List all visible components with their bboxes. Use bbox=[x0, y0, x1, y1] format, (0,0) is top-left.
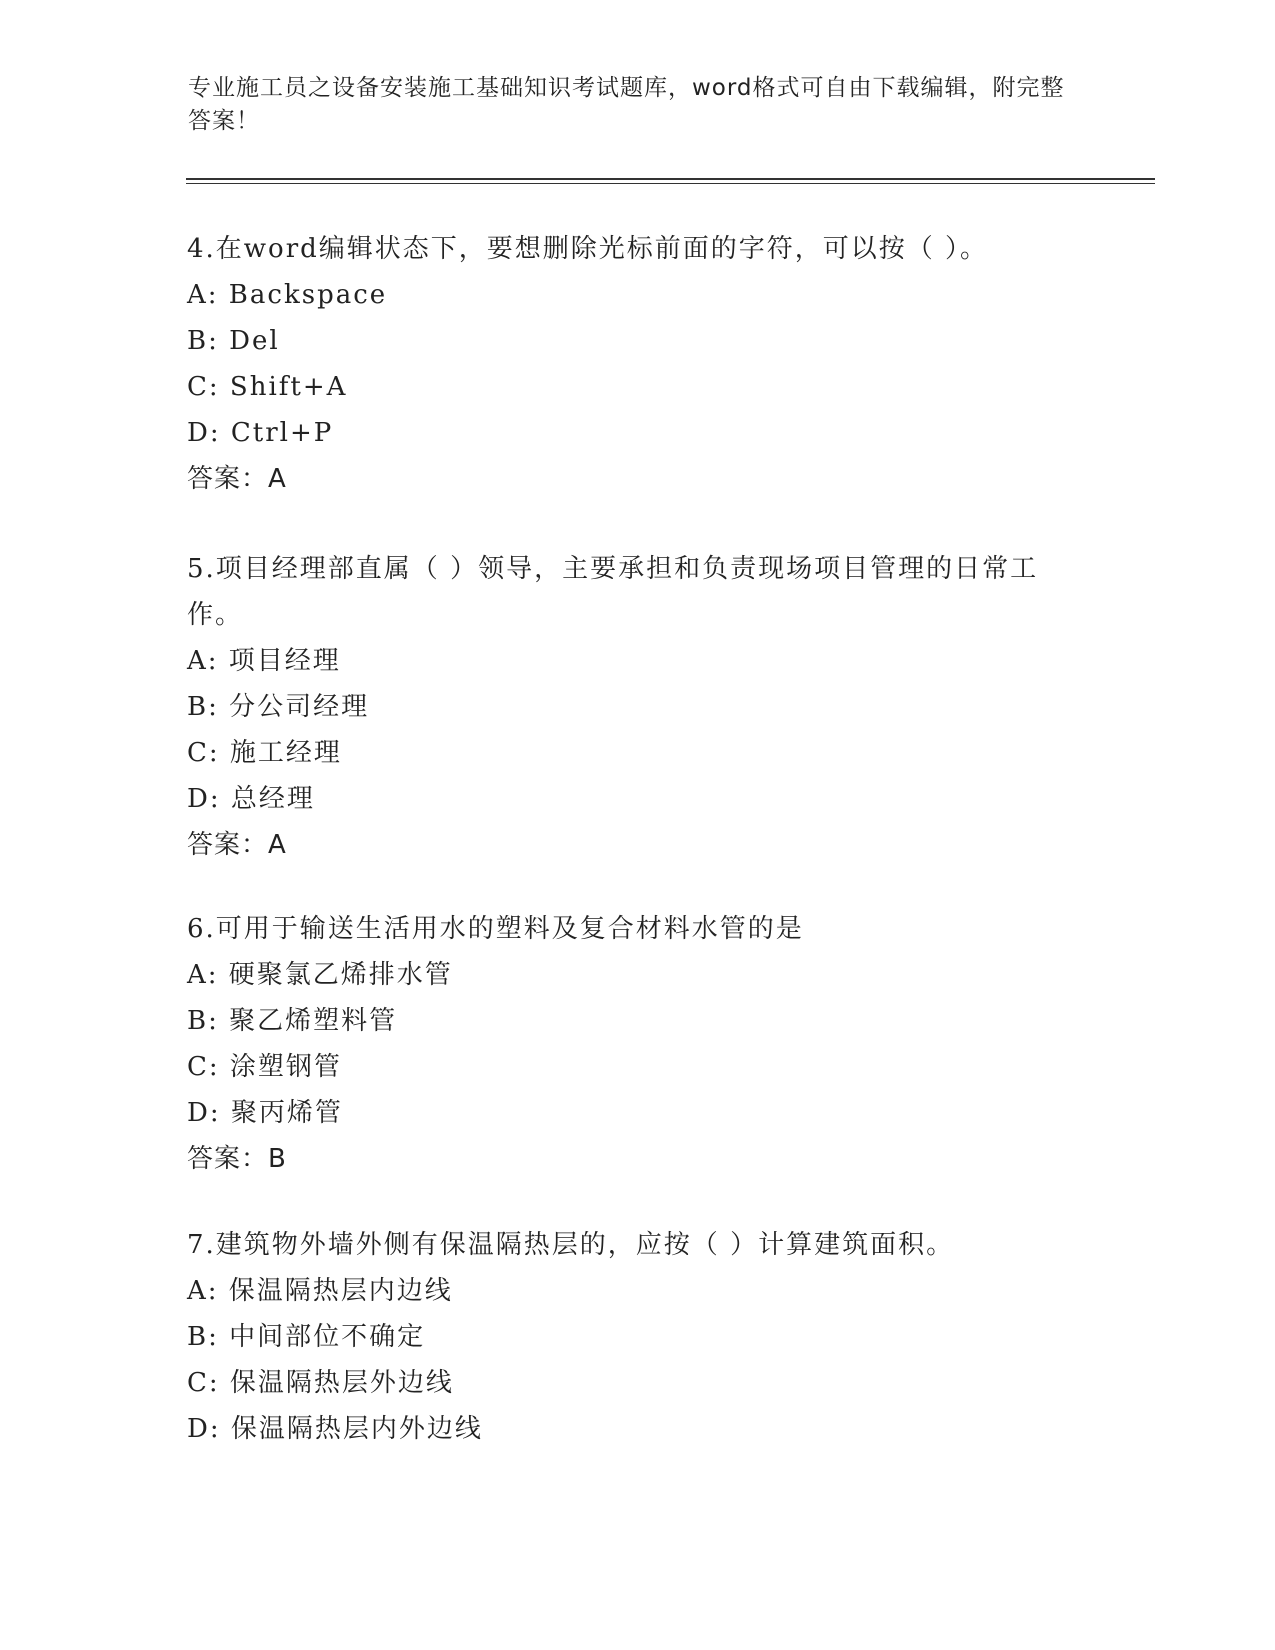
question-stem: 4.在word编辑状态下，要想删除光标前面的字符，可以按（ ）。 bbox=[187, 234, 989, 264]
question-stem: 7.建筑物外墙外侧有保温隔热层的，应按（ ）计算建筑面积。 bbox=[187, 1230, 955, 1260]
option-a: A: 硬聚氯乙烯排水管 bbox=[187, 960, 453, 990]
question-stem: 5.项目经理部直属（ ）领导，主要承担和负责现场项目管理的日常工作。 bbox=[187, 554, 1039, 630]
option-d: D: Ctrl+P bbox=[187, 418, 334, 448]
option-a: A: 项目经理 bbox=[187, 646, 341, 676]
option-c: C: Shift+A bbox=[187, 372, 348, 402]
question-7 bbox=[187, 1222, 1087, 1452]
question-4 bbox=[187, 226, 1087, 502]
option-b: B: 中间部位不确定 bbox=[187, 1322, 426, 1352]
header-divider-thick bbox=[186, 178, 1155, 180]
answer-line: 答案：A bbox=[187, 464, 287, 494]
answer-line: 答案：A bbox=[187, 830, 287, 860]
answer-line: 答案：B bbox=[187, 1144, 287, 1174]
option-d: D: 保温隔热层内外边线 bbox=[187, 1414, 483, 1444]
question-6 bbox=[187, 906, 1087, 1182]
question-stem: 6.可用于输送生活用水的塑料及复合材料水管的是 bbox=[187, 914, 804, 944]
option-c: C: 施工经理 bbox=[187, 738, 342, 768]
option-a: A: Backspace bbox=[187, 280, 388, 310]
option-c: C: 涂塑钢管 bbox=[187, 1052, 342, 1082]
header-divider-thin bbox=[186, 183, 1155, 184]
option-b: B: 聚乙烯塑料管 bbox=[187, 1006, 398, 1036]
option-b: B: 分公司经理 bbox=[187, 692, 370, 722]
option-d: D: 聚丙烯管 bbox=[187, 1098, 343, 1128]
option-c: C: 保温隔热层外边线 bbox=[187, 1368, 454, 1398]
option-d: D: 总经理 bbox=[187, 784, 315, 814]
option-a: A: 保温隔热层内边线 bbox=[187, 1276, 453, 1306]
question-5 bbox=[187, 546, 1087, 868]
option-b: B: Del bbox=[187, 326, 280, 356]
document-header: 专业施工员之设备安装施工基础知识考试题库，word格式可自由下载编辑，附完整答案！ bbox=[188, 75, 1065, 134]
